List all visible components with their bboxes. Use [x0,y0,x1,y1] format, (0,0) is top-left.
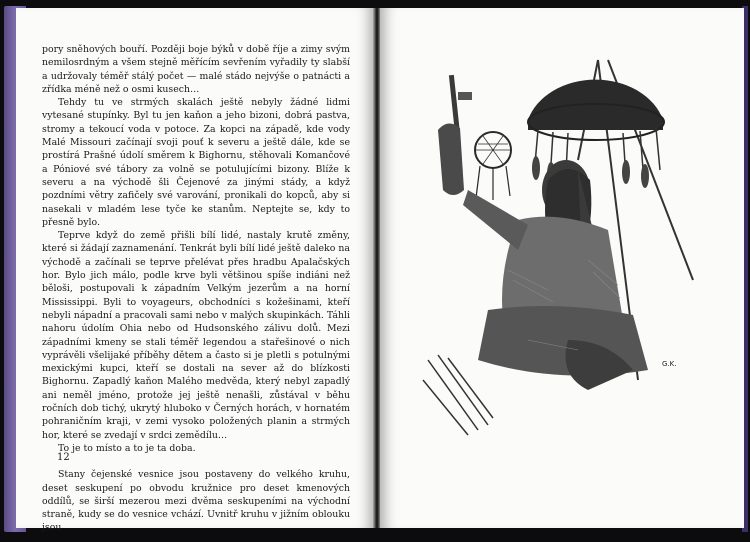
paragraph: Stany čejenské vesnice jsou postaveny do velkého kruhu, deset seskupení po obvodu kružnice pro deset kmenových oddílů, se širší mezerou mezi dvěma seskupeními na východní straně, kudy se do vesnice vchází. Uvnitř kruhu v jižním oblouku jsou [42,469,350,534]
paragraph: To je to místo a to je ta doba. [58,442,196,454]
paragraph: Teprve když do země přišli bílí lidé, nastaly krutě změny, které si žádají zaznamenání. Tenkrát byli bílí lidé ještě daleko na východě a začínali se teprve přelévat přes hradbu Apalačských hor. Bylo jich málo, podle krve byli většinou spíše indiáni než běloši, postupovali k západním Velkým jezerům a na horní Mississippi. Byli to voyageurs, obchodníci s kožešinami, kteří nebyli nápadní a pracovali sami nebo v malých skupinkách. Táhli nahoru údolím Ohia nebo od Hudsonského zálivu dolů. Mezi západními kmeny se stali téměř legendou a stařešinové o nich vyprávěli všelijaké příběhy dětem a často si je pletli s potulnými mexickými kupci, kteří se dostali na sever až do blízkosti Bighornu. Zapadlý kaňon Malého medvěda, který nebyl zapadlý ani neměl jméno, protože jej ještě nenašli, zůstával v běhu ročních dob tichý, ukrytý hluboko v Černých horách, v hornatém pohraničním kraji, v zemi vysoko položených planin a strmých hor, které se zvedají v srdci zemědílu… [42,230,350,441]
paragraph: Tehdy tu ve strmých skalách ještě nebyly žádné lidmi vytesané stupínky. Byl tu jen kaňon a jeho bizoni, dobrá pastva, stromy a tekoucí voda v potoce. Za kopci na západě, kde vody Malé Missouri začínají svoji pouť k severu a ještě dále, kde se prostírá Prašné údolí směrem k Bighornu, stěhovali Komančové a Póniové své tábory za volně se potulujícími bizony. Blíže k severu a na východě šli Čejenové za jinými stády, a když pozdními větry zafičely své varování, pronikali do kopců, aby si nasekali v mladém lese tyče ke stanům. Neptejte se, kdy to přesně bylo. [42,97,350,228]
raised-hand-icon [438,75,472,195]
page-number: 12 [57,452,70,463]
paragraph: pory sněhových bouří. Později boje býků v době říje a zimy svým nemilosrdným a všem stejně měřícím sevřením vyřadily ty slabší a udržovaly téměř stálý počet — malé stádo nejvýše o patnácti a zřídka méně než o osmi kusech… [42,44,350,95]
warrior-figure-icon [463,160,648,390]
dreamcatcher-icon [475,132,511,200]
page-text [42,43,350,535]
arrows-icon [423,355,493,435]
seated-warrior-illustration [408,40,708,440]
artist-signature: G.K. [662,360,677,368]
